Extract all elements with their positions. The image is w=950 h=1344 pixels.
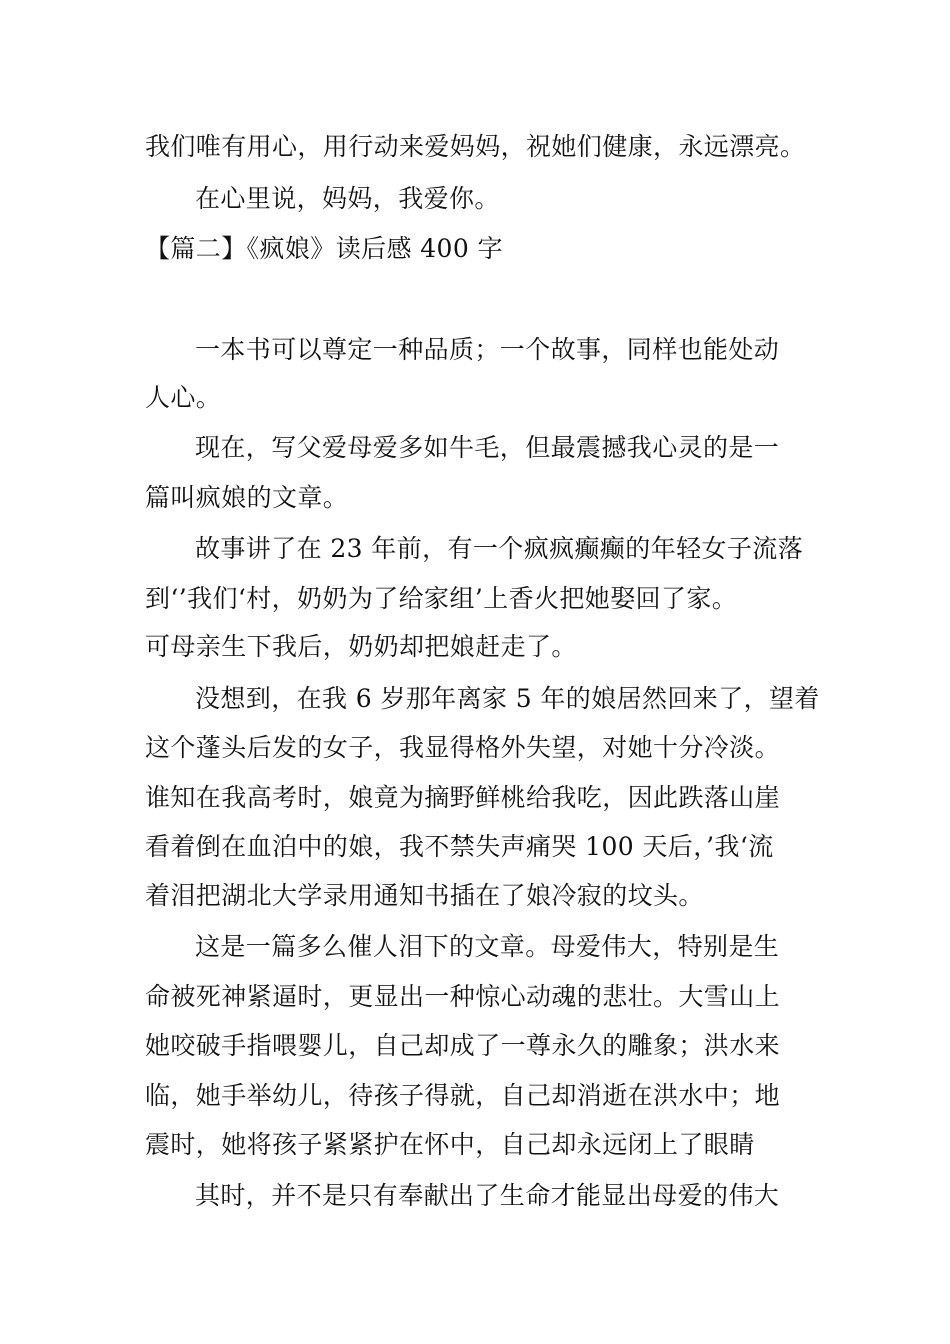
paragraph-line: 没想到，在我 6 岁那年离家 5 年的娘居然回来了，望着 (195, 684, 820, 713)
paragraph-line: 这个蓬头后发的女子，我显得格外失望，对她十分冷淡。 (145, 733, 781, 762)
paragraph-line: 着泪把湖北大学录用通知书插在了娘冷寂的坟头。 (145, 881, 704, 910)
paragraph-line: 到‘’我们‘村，奶奶为了给家组’上香火把她娶回了家。 (145, 584, 738, 613)
section-heading: 【篇二】《疯娘》读后感 400 字 (145, 234, 503, 263)
paragraph-line: 篇叫疯娘的文章。 (145, 483, 349, 512)
paragraph-line: 可母亲生下我后，奶奶却把娘赶走了。 (145, 632, 577, 661)
paragraph-line: 我们唯有用心，用行动来爱妈妈，祝她们健康，永远漂亮。 (145, 132, 806, 161)
paragraph-line: 现在，写父爱母爱多如牛毛，但最震撼我心灵的是一 (195, 433, 780, 462)
paragraph-line: 故事讲了在 23 年前，有一个疯疯癫癫的年轻女子流落 (195, 534, 804, 563)
paragraph-line: 看着倒在血泊中的娘，我不禁失声痛哭 100 天后，’我‘流 (145, 832, 774, 861)
paragraph-line: 其时，并不是只有奉献出了生命才能显出母爱的伟大 (195, 1181, 780, 1210)
paragraph-line: 临，她手举幼儿，待孩子得就，自己却消逝在洪水中；地 (145, 1081, 781, 1110)
paragraph-line: 谁知在我高考时，娘竟为摘野鲜桃给我吃，因此跌落山崖 (145, 783, 781, 812)
paragraph-line: 她咬破手指喂婴儿，自己却成了一尊永久的雕象；洪水来 (145, 1031, 781, 1060)
paragraph-line: 一本书可以尊定一种品质；一个故事，同样也能处动 (195, 335, 780, 364)
paragraph-line: 这是一篇多么催人泪下的文章。母爱伟大，特别是生 (195, 932, 780, 961)
paragraph-line: 在心里说，妈妈，我爱你。 (195, 184, 500, 213)
paragraph-line: 命被死神紧逼时，更显出一种惊心动魂的悲壮。大雪山上 (145, 982, 781, 1011)
paragraph-line: 人心。 (145, 383, 222, 412)
paragraph-line: 震时，她将孩子紧紧护在怀中，自己却永远闭上了眼睛 (145, 1130, 755, 1159)
